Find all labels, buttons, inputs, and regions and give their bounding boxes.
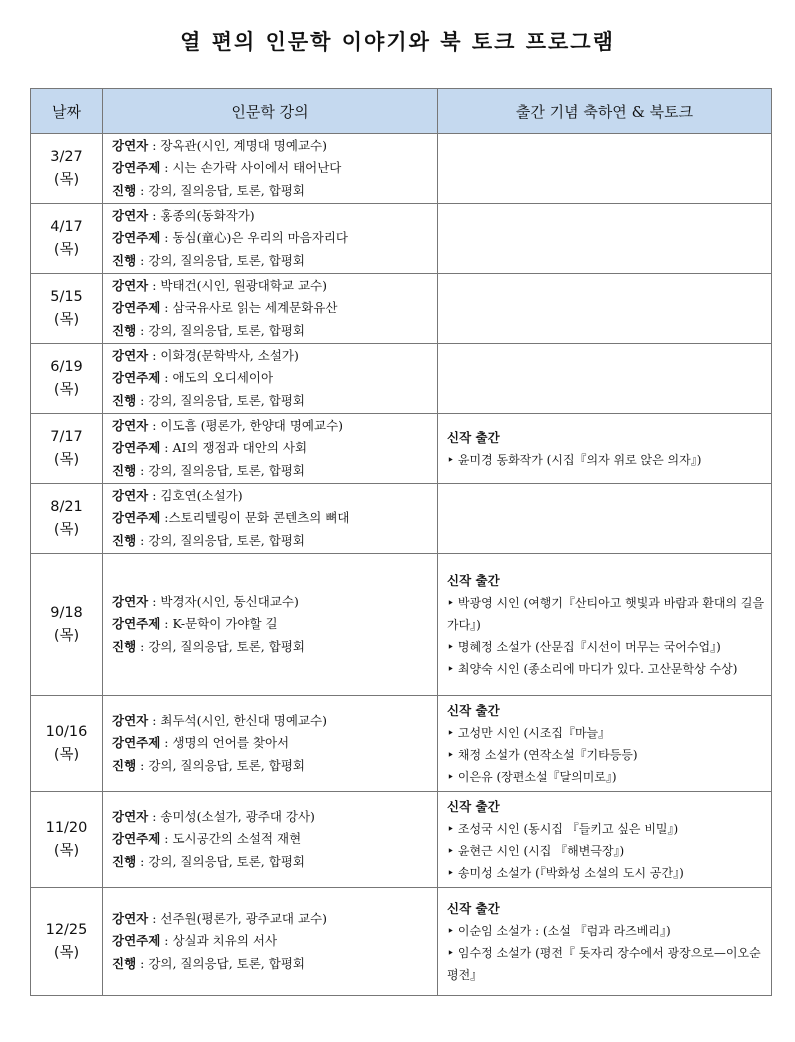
header-book-talk: 출간 기념 축하연 & 북토크 bbox=[438, 89, 772, 134]
book-item: ‣ 명혜정 소설가 (산문집『시선이 머무는 국어수업』) bbox=[447, 639, 721, 654]
topic-label: 강연주제 bbox=[112, 933, 161, 949]
date-cell bbox=[31, 414, 103, 484]
table-row bbox=[31, 888, 772, 996]
table-row bbox=[31, 554, 772, 696]
date-cell bbox=[31, 792, 103, 888]
book-section-heading: 신작 출간 bbox=[447, 429, 500, 445]
topic-value: : 도시공간의 소설적 재현 bbox=[160, 831, 302, 847]
lecture-cell bbox=[103, 204, 438, 274]
lecture-cell bbox=[103, 274, 438, 344]
date-cell bbox=[31, 134, 103, 204]
progress-label: 진행 bbox=[112, 182, 137, 198]
topic-value: : 동심(童心)은 우리의 마음자리다 bbox=[160, 230, 348, 246]
program-schedule-table bbox=[30, 88, 772, 996]
speaker-line bbox=[112, 591, 437, 614]
book-talk-cell bbox=[438, 204, 772, 274]
book-talk-cell bbox=[438, 344, 772, 414]
speaker-value: : 선주원(평론가, 광주교대 교수) bbox=[148, 910, 327, 926]
weekday-text: (목) bbox=[53, 171, 80, 188]
topic-line bbox=[112, 930, 437, 953]
topic-line bbox=[112, 437, 437, 460]
speaker-label: 강연자 bbox=[112, 910, 149, 926]
table-header-row bbox=[31, 89, 772, 134]
progress-value: : 강의, 질의응답, 토론, 합평회 bbox=[136, 853, 305, 869]
topic-label: 강연주제 bbox=[112, 831, 161, 847]
speaker-value: : 이화경(문학박사, 소설가) bbox=[148, 347, 299, 363]
topic-label: 강연주제 bbox=[112, 510, 161, 526]
book-item: ‣ 윤현근 시인 (시집 『해변극장』) bbox=[447, 843, 625, 858]
lecture-cell bbox=[103, 414, 438, 484]
book-item: ‣ 채정 소설가 (연작소설『기타등등) bbox=[447, 747, 638, 762]
table-row bbox=[31, 792, 772, 888]
topic-value: : 애도의 오디세이아 bbox=[160, 370, 274, 386]
speaker-value: : 최두석(시인, 한신대 명예교수) bbox=[148, 712, 327, 728]
topic-label: 강연주제 bbox=[112, 735, 161, 751]
progress-line bbox=[112, 755, 437, 778]
date-text: 6/19 bbox=[50, 359, 83, 376]
date-text: 4/17 bbox=[50, 219, 83, 236]
topic-value: : 시는 손가락 사이에서 태어난다 bbox=[160, 160, 342, 176]
book-item: ‣ 최양숙 시인 (종소리에 마디가 있다. 고산문학상 수상) bbox=[447, 661, 738, 676]
book-item: ‣ 임수정 소설가 (평전『 돗자리 장수에서 광장으로—이오순평전』 bbox=[447, 945, 761, 982]
topic-value: : 생명의 언어를 찾아서 bbox=[160, 735, 290, 751]
progress-label: 진행 bbox=[112, 532, 137, 548]
book-section-heading: 신작 출간 bbox=[447, 900, 500, 916]
book-item: ‣ 윤미경 동화작가 (시집『의자 위로 앉은 의자』) bbox=[447, 452, 702, 467]
header-lecture: 인문학 강의 bbox=[103, 89, 438, 134]
progress-value: : 강의, 질의응답, 토론, 합평회 bbox=[136, 462, 305, 478]
speaker-label: 강연자 bbox=[112, 417, 149, 433]
date-cell bbox=[31, 344, 103, 414]
lecture-cell bbox=[103, 792, 438, 888]
topic-line bbox=[112, 507, 437, 530]
book-talk-cell bbox=[438, 484, 772, 554]
date-cell bbox=[31, 484, 103, 554]
speaker-line bbox=[112, 710, 437, 733]
table-row bbox=[31, 204, 772, 274]
progress-label: 진행 bbox=[112, 392, 137, 408]
progress-label: 진행 bbox=[112, 638, 137, 654]
speaker-value: : 박경자(시인, 동신대교수) bbox=[148, 593, 299, 609]
topic-line bbox=[112, 367, 437, 390]
weekday-text: (목) bbox=[53, 944, 80, 961]
lecture-cell bbox=[103, 554, 438, 696]
date-cell bbox=[31, 274, 103, 344]
topic-line bbox=[112, 732, 437, 755]
speaker-line bbox=[112, 345, 437, 368]
progress-line bbox=[112, 180, 437, 203]
date-text: 7/17 bbox=[50, 429, 83, 446]
lecture-cell bbox=[103, 344, 438, 414]
topic-value: :스토리텔링이 문화 콘텐츠의 뼈대 bbox=[160, 510, 350, 526]
progress-line bbox=[112, 530, 437, 553]
progress-label: 진행 bbox=[112, 322, 137, 338]
date-text: 9/18 bbox=[50, 605, 83, 622]
date-text: 10/16 bbox=[45, 724, 88, 741]
progress-value: : 강의, 질의응답, 토론, 합평회 bbox=[136, 182, 305, 198]
progress-value: : 강의, 질의응답, 토론, 합평회 bbox=[136, 252, 305, 268]
progress-value: : 강의, 질의응답, 토론, 합평회 bbox=[136, 638, 305, 654]
table-row bbox=[31, 344, 772, 414]
table-row bbox=[31, 414, 772, 484]
progress-line bbox=[112, 953, 437, 976]
book-talk-cell bbox=[438, 888, 772, 996]
progress-line bbox=[112, 636, 437, 659]
date-cell bbox=[31, 888, 103, 996]
progress-line bbox=[112, 320, 437, 343]
speaker-label: 강연자 bbox=[112, 137, 149, 153]
book-section-heading: 신작 출간 bbox=[447, 572, 500, 588]
topic-value: : 상실과 치유의 서사 bbox=[160, 933, 278, 949]
date-cell bbox=[31, 204, 103, 274]
book-item: ‣ 고성만 시인 (시조집『마늘』 bbox=[447, 725, 611, 740]
weekday-text: (목) bbox=[53, 311, 80, 328]
book-talk-cell bbox=[438, 134, 772, 204]
progress-label: 진행 bbox=[112, 853, 137, 869]
topic-line bbox=[112, 828, 437, 851]
weekday-text: (목) bbox=[53, 842, 80, 859]
header-date: 날짜 bbox=[31, 89, 103, 134]
weekday-text: (목) bbox=[53, 381, 80, 398]
topic-line bbox=[112, 297, 437, 320]
date-cell bbox=[31, 696, 103, 792]
table-row bbox=[31, 274, 772, 344]
speaker-value: : 송미성(소설가, 광주대 강사) bbox=[148, 808, 315, 824]
topic-label: 강연주제 bbox=[112, 616, 161, 632]
speaker-value: : 김호연(소설가) bbox=[148, 487, 243, 503]
lecture-cell bbox=[103, 696, 438, 792]
topic-label: 강연주제 bbox=[112, 230, 161, 246]
progress-label: 진행 bbox=[112, 462, 137, 478]
table-row bbox=[31, 134, 772, 204]
speaker-label: 강연자 bbox=[112, 277, 149, 293]
table-row bbox=[31, 484, 772, 554]
date-text: 5/15 bbox=[50, 289, 83, 306]
speaker-line bbox=[112, 415, 437, 438]
book-talk-cell bbox=[438, 696, 772, 792]
speaker-line bbox=[112, 275, 437, 298]
page-title: 열 편의 인문학 이야기와 북 토크 프로그램 bbox=[180, 30, 615, 54]
speaker-line bbox=[112, 135, 437, 158]
book-item: ‣ 송미성 소설가 (『박화성 소설의 도시 공간』) bbox=[447, 865, 684, 880]
progress-value: : 강의, 질의응답, 토론, 합평회 bbox=[136, 532, 305, 548]
date-text: 11/20 bbox=[45, 820, 88, 837]
date-text: 12/25 bbox=[45, 922, 88, 939]
lecture-cell bbox=[103, 134, 438, 204]
topic-line bbox=[112, 227, 437, 250]
progress-line bbox=[112, 250, 437, 273]
book-section-heading: 신작 출간 bbox=[447, 798, 500, 814]
weekday-text: (목) bbox=[53, 521, 80, 538]
speaker-label: 강연자 bbox=[112, 347, 149, 363]
book-item: ‣ 조성국 시인 (동시집 『들키고 싶은 비밀』) bbox=[447, 821, 679, 836]
topic-value: : K-문학이 가야할 길 bbox=[160, 616, 278, 632]
weekday-text: (목) bbox=[53, 451, 80, 468]
topic-value: : AI의 쟁점과 대안의 사회 bbox=[160, 440, 308, 456]
book-section-heading: 신작 출간 bbox=[447, 702, 500, 718]
weekday-text: (목) bbox=[53, 627, 80, 644]
weekday-text: (목) bbox=[53, 746, 80, 763]
progress-line bbox=[112, 390, 437, 413]
progress-value: : 강의, 질의응답, 토론, 합평회 bbox=[136, 322, 305, 338]
speaker-value: : 장옥관(시인, 계명대 명예교수) bbox=[148, 137, 327, 153]
book-item: ‣ 이순임 소설가 : (소설 『럼과 라즈베리』) bbox=[447, 923, 671, 938]
topic-line bbox=[112, 157, 437, 180]
speaker-line bbox=[112, 806, 437, 829]
date-text: 3/27 bbox=[50, 149, 83, 166]
topic-label: 강연주제 bbox=[112, 370, 161, 386]
book-item: ‣ 이은유 (장편소설『달의미로』) bbox=[447, 769, 617, 784]
speaker-value: : 홍종의(동화작가) bbox=[148, 207, 255, 223]
lecture-cell bbox=[103, 888, 438, 996]
topic-label: 강연주제 bbox=[112, 160, 161, 176]
topic-label: 강연주제 bbox=[112, 440, 161, 456]
progress-value: : 강의, 질의응답, 토론, 합평회 bbox=[136, 757, 305, 773]
date-cell bbox=[31, 554, 103, 696]
date-text: 8/21 bbox=[50, 499, 83, 516]
book-talk-cell bbox=[438, 554, 772, 696]
topic-value: : 삼국유사로 읽는 세계문화유산 bbox=[160, 300, 338, 316]
speaker-line bbox=[112, 205, 437, 228]
speaker-label: 강연자 bbox=[112, 593, 149, 609]
lecture-cell bbox=[103, 484, 438, 554]
speaker-label: 강연자 bbox=[112, 808, 149, 824]
speaker-label: 강연자 bbox=[112, 207, 149, 223]
book-talk-cell bbox=[438, 792, 772, 888]
progress-value: : 강의, 질의응답, 토론, 합평회 bbox=[136, 392, 305, 408]
table-row bbox=[31, 696, 772, 792]
book-talk-cell bbox=[438, 274, 772, 344]
speaker-value: : 박태건(시인, 원광대학교 교수) bbox=[148, 277, 327, 293]
progress-line bbox=[112, 851, 437, 874]
topic-label: 강연주제 bbox=[112, 300, 161, 316]
progress-line bbox=[112, 460, 437, 483]
progress-label: 진행 bbox=[112, 757, 137, 773]
topic-line bbox=[112, 613, 437, 636]
speaker-value: : 이도흠 (평론가, 한양대 명예교수) bbox=[148, 417, 344, 433]
book-talk-cell bbox=[438, 414, 772, 484]
speaker-label: 강연자 bbox=[112, 712, 149, 728]
weekday-text: (목) bbox=[53, 241, 80, 258]
progress-value: : 강의, 질의응답, 토론, 합평회 bbox=[136, 955, 305, 971]
book-item: ‣ 박광영 시인 (여행기『산티아고 햇빛과 바람과 환대의 길을 가다』) bbox=[447, 595, 765, 632]
progress-label: 진행 bbox=[112, 252, 137, 268]
speaker-label: 강연자 bbox=[112, 487, 149, 503]
progress-label: 진행 bbox=[112, 955, 137, 971]
speaker-line bbox=[112, 485, 437, 508]
speaker-line bbox=[112, 908, 437, 931]
